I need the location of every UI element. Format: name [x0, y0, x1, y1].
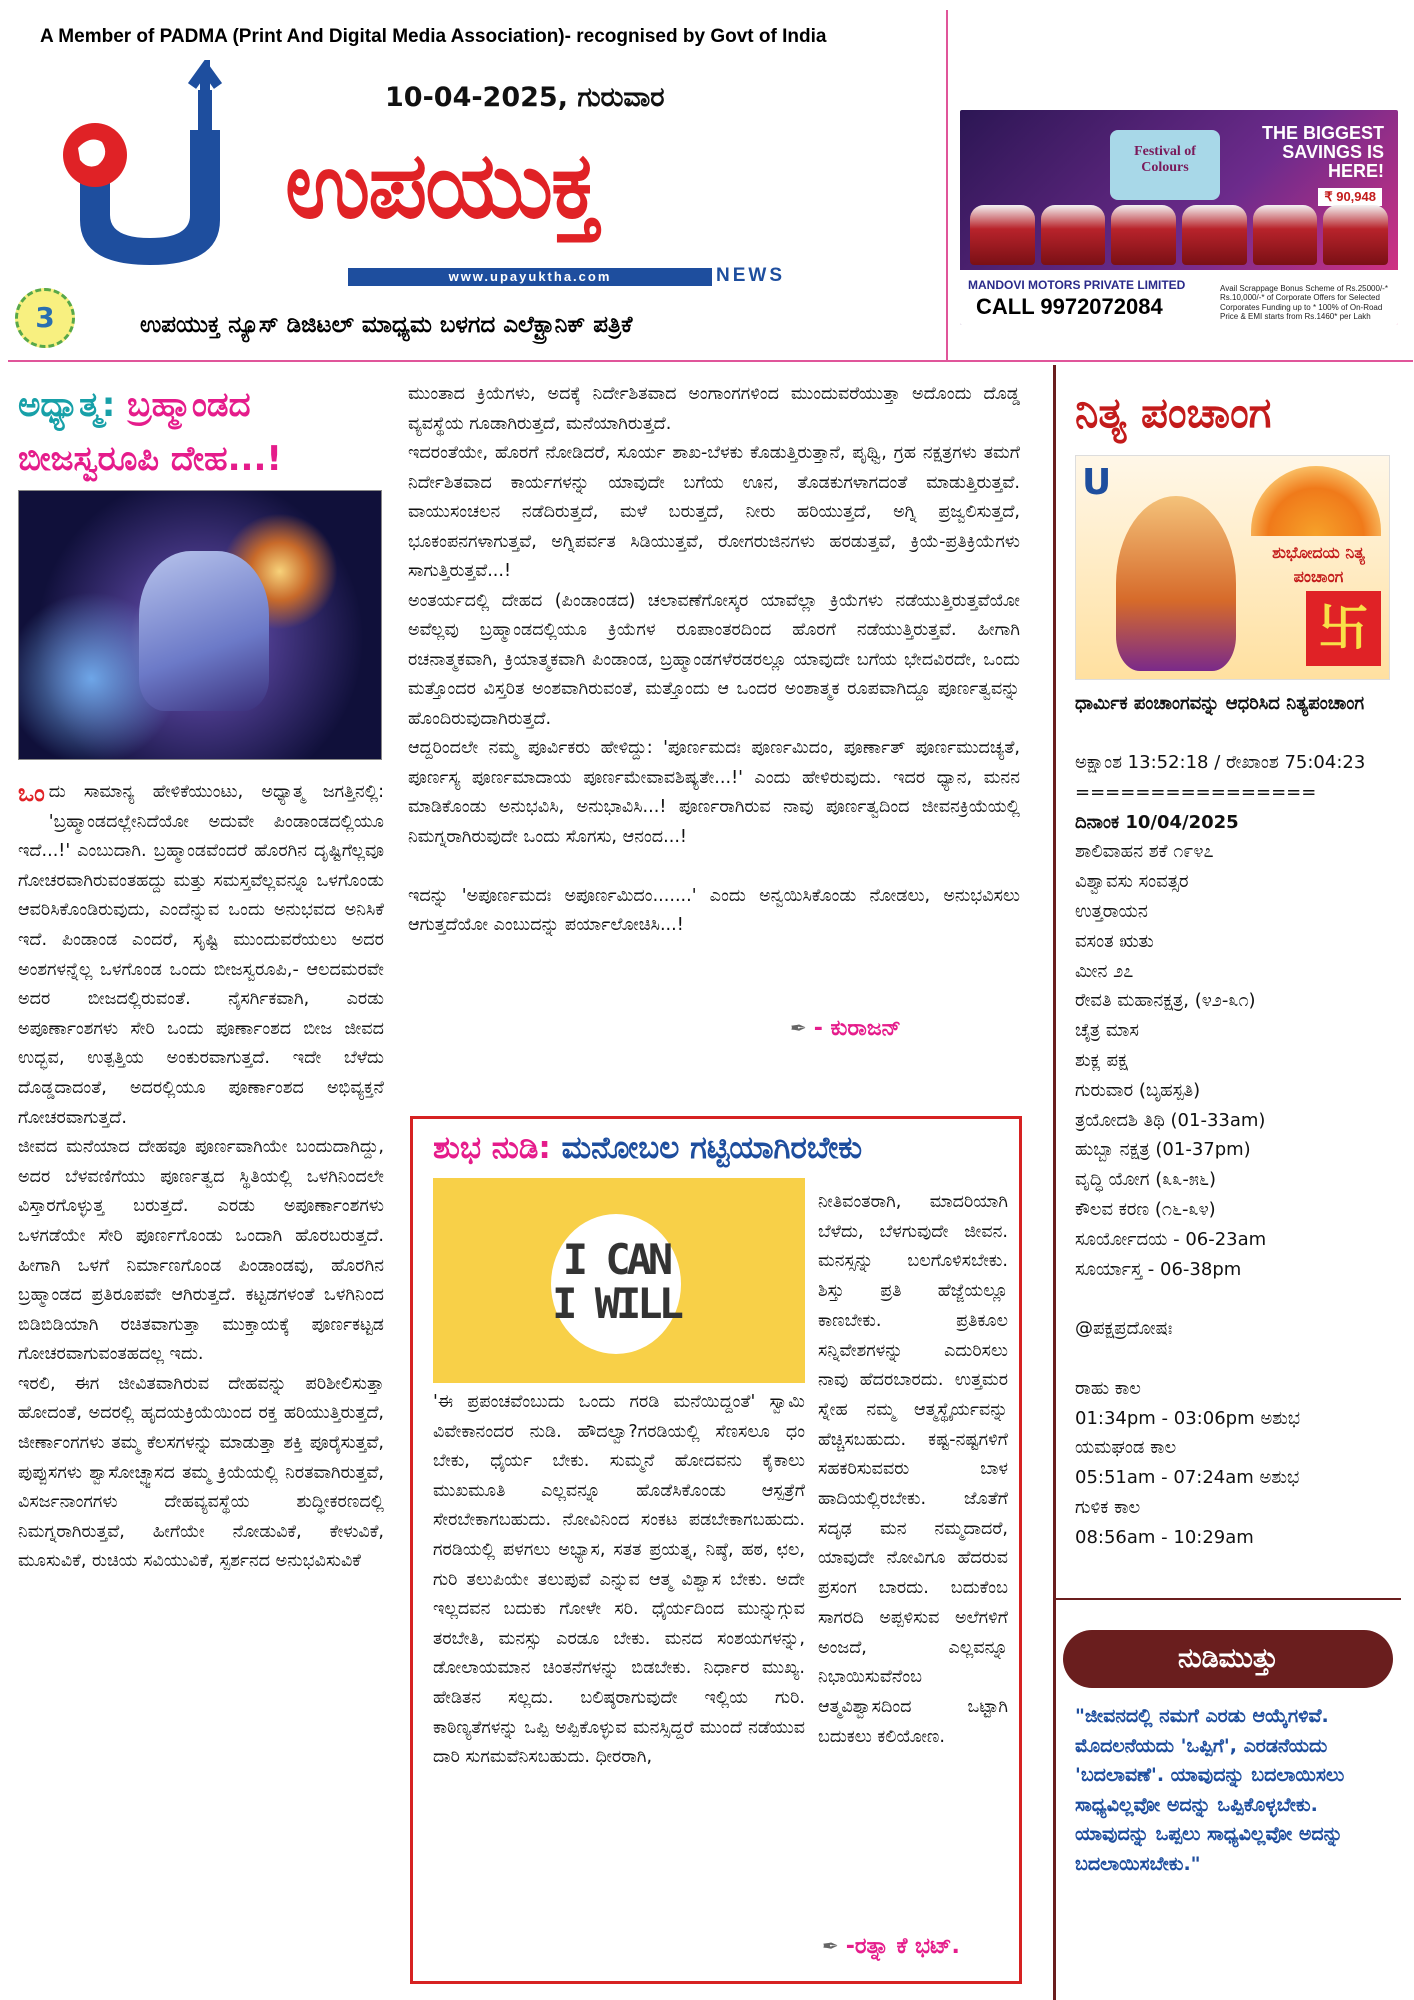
sidebar-rule	[1056, 1598, 1401, 1600]
car-image	[970, 205, 1035, 265]
panchanga-image-caption: ಶುಭೋದಯ ನಿತ್ಯ ಪಂಚಾಂಗ	[1272, 543, 1365, 586]
ad-fine-print: Avail Scrappage Bonus Scheme of Rs.25000/-* Rs.10,000/-* of Corporate Offers for Selected Corporates Funding up to * 100% of On-Road Price & EMI starts from Rs.1460* per Lakh	[1220, 284, 1388, 321]
panchanga-body	[1075, 748, 1395, 1553]
tagline: ಉಪಯುಕ್ತ ನ್ಯೂಸ್ ಡಿಜಿಟಲ್ ಮಾಧ್ಯಮ ಬಳಗದ ಎಲೆಕ್ಟ್ರಾನಿಕ್ ಪತ್ರಿಕೆ	[140, 312, 633, 338]
panchanga-line: @ಪಕ್ಷಪ್ರದೋಷಃ	[1075, 1318, 1173, 1340]
panchanga-line: 05:51am - 07:24am ಅಶುಭ	[1075, 1467, 1300, 1489]
panchanga-date: ದಿನಾಂಕ 10/04/2025	[1075, 811, 1239, 833]
article-title-part2: ಬ್ರಹ್ಮಾಂಡದ	[115, 385, 251, 425]
panchanga-line: ರಾಹು ಕಾಲ	[1075, 1377, 1141, 1399]
article-para-2: ಜೀವದ ಮನೆಯಾದ ದೇಹವೂ ಪೂರ್ಣವಾಗಿಯೇ ಬಂದುದಾಗಿದ್ದು, ಅದರ ಬೆಳವಣಿಗೆಯು ಪೂರ್ಣತ್ವದ ಸ್ಥಿತಿಯಲ್ಲಿ ಒಳಗಿನಿಂದಲೇ ವಿಸ್ತಾರಗೊಳ್ಳುತ್ತ ಬರುತ್ತದೆ. ಎರಡು ಅಪೂರ್ಣಾಂಶಗಳು ಒಳಗಡೆಯೇ ಸೇರಿ ಪೂರ್ಣಗೊಂಡು ಒಂದಾಗಿ ಹೊರಬರುತ್ತದೆ. ಹೀಗಾಗಿ ಒಳಗೆ ನಿರ್ಮಾಣಗೊಂಡ ಪಿಂಡಾಂಡವು, ಹೊರಗಿನ ಬ್ರಹ್ಮಾಂಡದ ಪ್ರತಿರೂಪವೇ ಆಗಿರುತ್ತದೆ. ಕಟ್ಟಡಗಳಂತೆ ಒಳಗಿನಿಂದ ಬಿಡಿಬಿಡಿಯಾಗಿ ರಚಿತವಾಗುತ್ತಾ ಮುಕ್ತಾಯಕ್ಕೆ ಪೂರ್ಣಕಟ್ಟಡ ಗೋಚರವಾಗುವಂತಹದಲ್ಲ ಇದು.	[18, 1137, 384, 1365]
panchanga-line: ಸೂರ್ಯೋದಯ - 06-23am	[1075, 1228, 1267, 1250]
panchanga-line	[1075, 1284, 1395, 1314]
ad-festival-label: Festival of Colours	[1110, 130, 1220, 200]
panchanga-line	[1075, 1344, 1395, 1374]
shubha-author	[822, 1934, 960, 1959]
article-mid-para-3: ಅಂತರ್ಯದಲ್ಲಿ ದೇಹದ (ಪಿಂಡಾಂಡದ) ಚಲಾವಣೆಗೋಸ್ಕರ ಯಾವೆಲ್ಲಾ ಕ್ರಿಯೆಗಳು ನಡೆಯುತ್ತಿರುತ್ತವೆಯೋ ಅವೆಲ್ಲವು ಬ್ರಹ್ಮಾಂಡದಲ್ಲಿಯೂ ಕ್ರಿಯೆಗಳ ರೂಪಾಂತರದಿಂದ ಹೊರಗೆ ನಡೆಯುತ್ತಿರುತ್ತವೆ. ಹೀಗಾಗಿ ರಚನಾತ್ಮಕವಾಗಿ, ಕ್ರಿಯಾತ್ಮಕವಾಗಿ ಪಿಂಡಾಂಡ, ಬ್ರಹ್ಮಾಂಡಗಳೆರಡರಲ್ಲೂ ಯಾವುದೇ ಬಗೆಯ ಭೇದವಿರದೇ, ಒಂದು ಮತ್ತೊಂದರ ವಿಸ್ತರಿತ ಅಂಶವಾಗಿರುವಂತೆ, ಮತ್ತೊಂದು ಆ ಒಂದರ ಅಂಶಾತ್ಮಕ ರೂಪವಾಗಿದ್ದೂ ಪೂರ್ಣತ್ವವನ್ನು ಹೊಂದಿರುವುದಾಗಿರುತ್ತದೆ.	[408, 590, 1020, 729]
panchanga-line: ಮೀನ ೨೭	[1075, 960, 1134, 982]
panchanga-line: ವೃದ್ಧಿ ಯೋಗ (೩೩-೫೬)	[1075, 1169, 1217, 1191]
logo-u-small-icon: U	[1082, 462, 1112, 503]
article-mid-para-4: ಆದ್ದರಿಂದಲೇ ನಮ್ಮ ಪೂರ್ವಿಕರು ಹೇಳಿದ್ದು: 'ಪೂರ್ಣಮದಃ ಪೂರ್ಣಮಿದಂ, ಪೂರ್ಣಾತ್ ಪೂರ್ಣಮುದಚ್ಯತೆ, ಪೂರ್ಣಸ್ಯ ಪೂರ್ಣಮಾದಾಯ ಪೂರ್ಣಮೇವಾವಶಿಷ್ಯತೇ...!' ಎಂದು ಹೇಳಿರುವುದು. ಇದರ ಧ್ಯಾನ, ಮನನ ಮಾಡಿಕೊಂಡು ಅನುಭವಿಸಿ, ಅನುಭಾವಿಸಿ...! ಪೂರ್ಣರಾಗಿರುವ ನಾವು ಪೂರ್ಣತ್ವದಿಂದ ಜೀವನಕ್ರಿಯೆಯಲ್ಲಿ ನಿಮಗ್ನರಾಗಿರುವುದೇ ಒಂದು ಸೊಗಸು, ಆನಂದ...!	[408, 738, 1020, 847]
shubha-title-part1: ಶುಭ ನುಡಿ:	[433, 1130, 551, 1166]
panchanga-separator: ================	[1075, 781, 1317, 803]
ad-price: ₹ 90,948	[1318, 188, 1382, 206]
header-bottom-rule	[8, 360, 1413, 362]
article-title-line2: ಬೀಜಸ್ವರೂಪಿ ದೇಹ...!	[18, 439, 282, 479]
masthead: ಉಪಯುಕ್ತ	[285, 132, 599, 239]
image-text-1: I CAN	[562, 1235, 670, 1284]
panchanga-line: ಹುಬ್ಬಾ ನಕ್ಷತ್ರ (01-37pm)	[1075, 1139, 1251, 1161]
article-para-3: ಇರಲಿ, ಈಗ ಜೀವಿತವಾಗಿರುವ ದೇಹವನ್ನು ಪರಿಶೀಲಿಸುತ್ತಾ ಹೋದಂತೆ, ಅದರಲ್ಲಿ ಹೃದಯಕ್ರಿಯೆಯಿಂದ ರಕ್ತ ಹರಿಯುತ್ತಿರುತ್ತದೆ, ಜೀರ್ಣಾಂಗಗಳು ತಮ್ಮ ಕೆಲಸಗಳನ್ನು ಮಾಡುತ್ತಾ ಶಕ್ತಿ ಪೂರೈಸುತ್ತವೆ, ಪುಪ್ಪುಸಗಳು ಶ್ವಾಸೋಚ್ಛ್ವಾಸದ ತಮ್ಮ ಕ್ರಿಯೆಯಲ್ಲಿ ನಿರತವಾಗಿರುತ್ತವೆ, ವಿಸರ್ಜನಾಂಗಗಳು ದೇಹವ್ಯವಸ್ಥೆಯ ಶುದ್ಧೀಕರಣದಲ್ಲಿ ನಿಮಗ್ನರಾಗಿರುತ್ತವೆ, ಹೀಗೆಯೇ ನೋಡುವಿಕೆ, ಕೇಳುವಿಕೆ, ಮೂಸುವಿಕೆ, ರುಚಿಯ ಸವಿಯುವಿಕೆ, ಸ್ಪರ್ಶನದ ಅನುಭವಿಸುವಿಕೆ	[18, 1373, 384, 1572]
article-author	[790, 1016, 901, 1041]
car-image	[1111, 205, 1176, 265]
ad-dealer: MANDOVI MOTORS PRIVATE LIMITED	[968, 278, 1186, 292]
page-number-badge: 3	[15, 288, 75, 348]
article-closing: ಇದನ್ನು 'ಅಪೂರ್ಣಮದಃ ಅಪೂರ್ಣಮಿದಂ.......' ಎಂದು ಅನ್ವಯಿಸಿಕೊಂಡು ನೋಡಲು, ಅನುಭವಿಸಲು ಆಗುತ್ತದೆಯೋ ಎಂಬುದನ್ನು ಪರ್ಯಾಲೋಚಿಸಿ...!	[408, 885, 1020, 935]
article-mid-para-1: ಮುಂತಾದ ಕ್ರಿಯೆಗಳು, ಅದಕ್ಕೆ ನಿರ್ದೇಶಿತವಾದ ಅಂಗಾಂಗಗಳಿಂದ ಮುಂದುವರೆಯುತ್ತಾ ಅದೊಂದು ದೊಡ್ಡ ವ್ಯವಸ್ಥೆಯ ಗೂಡಾಗಿರುತ್ತದೆ, ಮನೆಯಾಗಿರುತ್ತದೆ.	[408, 384, 1020, 434]
shubha-right-text	[818, 1188, 1008, 1752]
article-left-column	[18, 778, 384, 1577]
article-para-1: ದು ಸಾಮಾನ್ಯ ಹೇಳಿಕೆಯುಂಟು, ಅಧ್ಯಾತ್ಮ ಜಗತ್ತಿನಲ್ಲಿ: 'ಬ್ರಹ್ಮಾಂಡದಲ್ಲೇನಿದೆಯೋ ಅದುವೇ ಪಿಂಡಾಂಡದಲ್ಲಿಯೂ ಇದೆ...!' ಎಂಬುದಾಗಿ. ಬ್ರಹ್ಮಾಂಡವೆಂದರೆ ಹೊರಗಿನ ದೃಷ್ಟಿಗೆಲ್ಲವೂ ಗೋಚರವಾಗಿರುವಂತಹದ್ದು ಮತ್ತು ಸಮಸ್ತವೆಲ್ಲವನ್ನೂ ಒಳಗೊಂಡು ಆವರಿಸಿಕೊಂಡಿರುವುದು, ಎಂದೆನ್ನುವ ಒಂದು ಅನುಭವದ ಅನಿಸಿಕೆ ಇದೆ. ಪಿಂಡಾಂಡ ಎಂದರೆ, ಸೃಷ್ಟಿ ಮುಂದುವರೆಯಲು ಅದರ ಅಂಶಗಳನ್ನೆಲ್ಲ ಒಳಗೊಂಡ ಒಂದು ಬೀಜಸ್ವರೂಪಿ,- ಆಲದಮರವೇ ಅದರ ಬೀಜದಲ್ಲಿರುವಂತೆ. ನೈಸರ್ಗಿಕವಾಗಿ, ಎರಡು ಅಪೂರ್ಣಾಂಶಗಳು ಸೇರಿ ಒಂದು ಪೂರ್ಣಾಂಶದ ಬೀಜ ಜೀವದ ಉದ್ಭವ, ಉತ್ಪತ್ತಿಯ ಅಂಕುರವಾಗುತ್ತದೆ. ಇದೇ ಬೆಳೆದು ದೊಡ್ಡದಾದಂತೆ, ಅದರಲ್ಲಿಯೂ ಪೂರ್ಣಾಂಶದ ಅಭಿವ್ಯಕ್ತನೆ ಗೋಚರವಾಗುತ್ತದೆ.	[18, 782, 384, 1128]
panchanga-coords: ಅಕ್ಷಾಂಶ 13:52:18 / ರೇಖಾಂಶ 75:04:23	[1075, 752, 1366, 773]
logo-u-icon	[40, 60, 280, 280]
panchanga-line: ಶಾಲಿವಾಹನ ಶಕೆ ೧೯೪೭	[1075, 841, 1214, 863]
website-url[interactable]: www.upayuktha.com	[348, 268, 712, 286]
panchanga-lines	[1075, 837, 1395, 1552]
article-middle-column	[408, 380, 1020, 941]
header-divider	[946, 10, 948, 360]
author-spacer	[408, 852, 1020, 882]
car-image	[1041, 205, 1106, 265]
cosmic-deity-image	[18, 490, 382, 760]
panchanga-line: ಶುಕ್ಲ ಪಕ್ಷ	[1075, 1049, 1128, 1071]
membership-line: A Member of PADMA (Print And Digital Media Association)- recognised by Govt of India	[40, 26, 827, 47]
i-can-i-will-image	[433, 1178, 805, 1383]
pen-icon: ✒	[790, 1016, 814, 1040]
shubha-right-para: ನೀತಿವಂತರಾಗಿ, ಮಾದರಿಯಾಗಿ ಬೆಳೆದು, ಬೆಳಗುವುದೇ ಜೀವನ. ಮನಸ್ಸನ್ನು ಬಲಗೊಳಿಸಬೇಕು. ಶಿಸ್ತು ಪ್ರತಿ ಹೆಜ್ಜೆಯಲ್ಲೂ ಕಾಣಬೇಕು. ಪ್ರತಿಕೂಲ ಸನ್ನಿವೇಶಗಳನ್ನು ಎದುರಿಸಲು ನಾವು ಹೆದರಬಾರದು. ಉತ್ತಮರ ಸ್ನೇಹ ನಮ್ಮ ಆತ್ಮಸ್ಥೈರ್ಯವನ್ನು ಹೆಚ್ಚಿಸಬಹುದು. ಕಷ್ಟ-ನಷ್ಟಗಳಿಗೆ ಸಹಕರಿಸುವವರು ಬಾಳ ಹಾದಿಯಲ್ಲಿರಬೇಕು. ಜೊತೆಗೆ ಸದೃಢ ಮನ ನಮ್ಮದಾದರೆ, ಯಾವುದೇ ನೋವಿಗೂ ಹೆದರುವ ಪ್ರಸಂಗ ಬಾರದು. ಬದುಕೆಂಬ ಸಾಗರದಿ ಅಪ್ಪಳಿಸುವ ಅಲೆಗಳಿಗೆ ಅಂಜದೆ, ಎಲ್ಲವನ್ನೂ ನಿಭಾಯಿಸುವೆನೆಂಬ ಆತ್ಮವಿಶ್ವಾಸದಿಂದ ಒಟ್ಟಾಗಿ ಬದುಕಲು ಕಲಿಯೋಣ.	[818, 1192, 1008, 1747]
panchanga-line: ವಸಂತ ಋತು	[1075, 930, 1154, 952]
swastika-icon: 卐	[1306, 591, 1381, 666]
panchanga-line: ಕೌಲವ ಕರಣ (೧೬-೩೪)	[1075, 1198, 1216, 1220]
car-image	[1253, 205, 1318, 265]
nudimuttu-quote: "ಜೀವನದಲ್ಲಿ ನಮಗೆ ಎರಡು ಆಯ್ಕೆಗಳಿವೆ. ಮೊದಲನೆಯದು 'ಒಪ್ಪಿಗೆ', ಎರಡನೆಯದು 'ಬದಲಾವಣೆ'. ಯಾವುದನ್ನು ಬದಲಾಯಿಸಲು ಸಾಧ್ಯವಿಲ್ಲವೋ ಅದನ್ನು ಒಪ್ಪಿಕೊಳ್ಳಬೇಕು. ಯಾವುದನ್ನು ಒಪ್ಪಲು ಸಾಧ್ಯವಿಲ್ಲವೋ ಅದನ್ನು ಬದಲಾಯಿಸಬೇಕು."	[1075, 1705, 1345, 1875]
drop-cap: ಒಂ	[18, 779, 45, 807]
panchanga-line: ಉತ್ತರಾಯನ	[1075, 900, 1148, 922]
ad-cars	[970, 205, 1388, 265]
nudimuttu-badge: ನುಡಿಮುತ್ತು	[1063, 1630, 1393, 1688]
shubha-left-para: 'ಈ ಪ್ರಪಂಚವೆಂಬುದು ಒಂದು ಗರಡಿ ಮನೆಯಿದ್ದಂತೆ' ಸ್ವಾಮಿ ವಿವೇಕಾನಂದರ ನುಡಿ. ಹೌದಲ್ವಾ?ಗರಡಿಯಲ್ಲಿ ಸೆಣಸಲೂ ಧಂ ಬೇಕು, ಧೈರ್ಯ ಬೇಕು. ಸುಮ್ಮನೆ ಹೋದವನು ಕೈಕಾಲು ಮುಖಮೂತಿ ಎಲ್ಲವನ್ನೂ ಹೊಡೆಸಿಕೊಂಡು ಆಸ್ಪತ್ರೆಗೆ ಸೇರಬೇಕಾಗಬಹುದು. ನೋವಿನಿಂದ ಸಂಕಟ ಪಡಬೇಕಾಗಬಹುದು. ಗರಡಿಯಲ್ಲಿ ಪಳಗಲು ಅಭ್ಯಾಸ, ಸತತ ಪ್ರಯತ್ನ, ನಿಷ್ಠೆ, ಹಠ, ಛಲ, ಗುರಿ ತಲುಪಿಯೇ ತಲುಪುವೆ ಎನ್ನುವ ಆತ್ಮ ವಿಶ್ವಾಸ ಬೇಕು. ಅದೇ ಇಲ್ಲದವನ ಬದುಕು ಗೋಳೇ ಸರಿ. ಧೈರ್ಯದಿಂದ ಮುನ್ನುಗ್ಗುವ ತರಬೇತಿ, ಮನಸ್ಸು ಎರಡೂ ಬೇಕು. ಮನದ ಸಂಶಯಗಳನ್ನು, ಡೋಲಾಯಮಾನ ಚಿಂತನೆಗಳನ್ನು ಬಿಡಬೇಕು. ನಿರ್ಧಾರ ಮುಖ್ಯ. ಹೇಡಿತನ ಸಲ್ಲದು. ಬಲಿಷ್ಠರಾಗುವುದೇ ಇಲ್ಲಿಯ ಗುರಿ. ಕಾಠಿಣ್ಯತೆಗಳನ್ನು ಒಪ್ಪಿ ಅಪ್ಪಿಕೊಳ್ಳುವ ಮನಸ್ಸಿದ್ದರೆ ಮುಂದೆ ನಡೆಯುವ ದಾರಿ ಸುಗಮವೆನಿಸಬಹುದು. ಧೀರರಾಗಿ,	[433, 1392, 805, 1768]
car-image	[1182, 205, 1247, 265]
news-label: NEWS	[716, 265, 785, 286]
panchanga-line: ಯಮಘಂಡ ಕಾಲ	[1075, 1437, 1177, 1459]
panchanga-image	[1075, 455, 1390, 680]
speech-bubble	[551, 1214, 681, 1354]
panchanga-subtitle: ಧಾರ್ಮಿಕ ಪಂಚಾಂಗವನ್ನು ಆಧರಿಸಿದ ನಿತ್ಯಪಂಚಾಂಗ	[1075, 693, 1365, 714]
shubha-nudi-title	[433, 1130, 862, 1167]
sunrise-icon	[1251, 466, 1381, 536]
article-title-part1: ಅಧ್ಯಾತ್ಮ:	[18, 385, 116, 425]
ganesha-figure	[1116, 496, 1236, 671]
sidebar-divider	[1053, 365, 1056, 2000]
shubha-title-part2: ಮನೋಬಲ ಗಟ್ಟಿಯಾಗಿರಬೇಕು	[550, 1130, 863, 1166]
panchanga-line: 08:56am - 10:29am	[1075, 1526, 1254, 1548]
ad-phone[interactable]: CALL 9972072084	[976, 294, 1163, 319]
panchanga-line: ವಿಶ್ವಾವಸು ಸಂವತ್ಸರ	[1075, 871, 1189, 893]
panchanga-line: ಸೂರ್ಯಾಸ್ತ - 06-38pm	[1075, 1258, 1242, 1280]
car-advertisement[interactable]	[960, 110, 1398, 325]
panchanga-line: ಚೈತ್ರ ಮಾಸ	[1075, 1020, 1139, 1042]
pen-icon: ✒	[822, 1934, 846, 1958]
shubha-left-text	[433, 1388, 805, 1773]
shubha-author-name: -ರತ್ನಾ ಕೆ ಭಟ್.	[845, 1934, 960, 1959]
car-image	[1323, 205, 1388, 265]
article-author-name: - ಕುರಾಜನ್	[813, 1016, 901, 1041]
article-mid-para-2: ಇದರಂತೆಯೇ, ಹೊರಗೆ ನೋಡಿದರೆ, ಸೂರ್ಯ ಶಾಖ-ಬೆಳಕು ಕೊಡುತ್ತಿರುತ್ತಾನೆ, ಪೃಥ್ವಿ, ಗ್ರಹ ನಕ್ಷತ್ರಗಳು ತಮಗೆ ನಿರ್ದೇಶಿತವಾದ ಕಾರ್ಯಗಳನ್ನು ಯಾವುದೇ ಬಗೆಯ ಊನ, ತೊಡಕುಗಳಾಗದಂತೆ ಮಾಡುತ್ತಿರುತ್ತವೆ. ವಾಯುಸಂಚಲನ ನಡೆದಿರುತ್ತದೆ, ಮಳೆ ಬರುತ್ತದೆ, ನೀರು ಹರಿಯುತ್ತದೆ, ಅಗ್ನಿ ಪ್ರಜ್ವಲಿಸುತ್ತದೆ, ಭೂಕಂಪನಗಳಾಗುತ್ತವೆ, ಅಗ್ನಿಪರ್ವತ ಸಿಡಿಯುತ್ತವೆ, ರೋಗರುಜಿನಗಳು ಹರಡುತ್ತವೆ, ಕ್ರಿಯೆ-ಪ್ರತಿಕ್ರಿಯೆಗಳು ಸಾಗುತ್ತಿರುತ್ತವೆ...!	[408, 443, 1020, 581]
article-title	[18, 378, 282, 486]
issue-date: 10-04-2025, ಗುರುವಾರ	[385, 82, 665, 113]
panchanga-line: ತ್ರಯೋದಶಿ ತಿಥಿ (01-33am)	[1075, 1109, 1266, 1131]
panchanga-line: 01:34pm - 03:06pm ಅಶುಭ	[1075, 1407, 1301, 1429]
panchanga-title: ನಿತ್ಯ ಪಂಚಾಂಗ	[1075, 388, 1272, 437]
panchanga-line: ಗುರುವಾರ (ಬೃಹಸ್ಪತಿ)	[1075, 1079, 1201, 1101]
ad-headline: THE BIGGEST SAVINGS IS HERE!	[1261, 123, 1384, 181]
panchanga-line: ಗುಳಿಕ ಕಾಲ	[1075, 1496, 1141, 1518]
image-text-2: I WILL	[552, 1279, 680, 1328]
deity-figure	[139, 551, 269, 711]
panchanga-line: ರೇವತಿ ಮಹಾನಕ್ಷತ್ರ, (೪೨-೩೧)	[1075, 990, 1256, 1012]
